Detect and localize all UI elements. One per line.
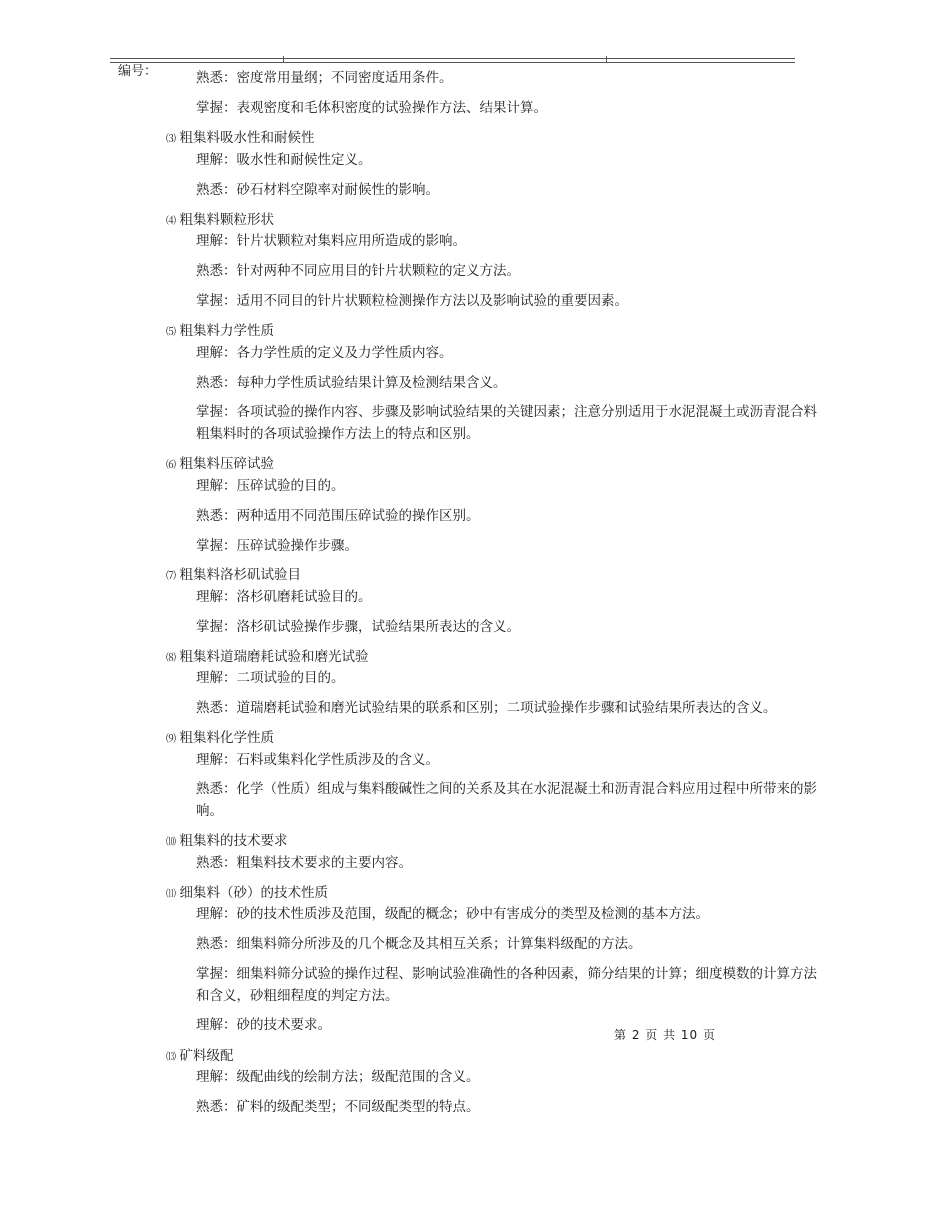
text-line: 理解：砂的技术要求。 [196, 1017, 331, 1033]
section-title: 细集料（砂）的技术性质 [179, 885, 328, 901]
text-line: 熟悉：细集料筛分所涉及的几个概念及其相互关系；计算集料级配的方法。 [196, 936, 642, 952]
text-line: 理解：吸水性和耐候性定义。 [196, 152, 372, 168]
text-line: 熟悉：密度常用量纲；不同密度适用条件。 [196, 70, 453, 86]
text-line: 熟悉：每种力学性质试验结果计算及检测结果含义。 [196, 375, 507, 391]
text-line: 熟悉：矿料的级配类型；不同级配类型的特点。 [196, 1099, 480, 1115]
text-paragraph: 熟悉：化学（性质）组成与集料酸碱性之间的关系及其在水泥混凝土和沥青混合料应用过程中所带来的影响。 [196, 781, 817, 819]
text-line: 掌握：压碎试验操作步骤。 [196, 538, 358, 554]
section-number: ⒀ [166, 1052, 176, 1063]
text-line: 理解：洛杉矶磨耗试验目的。 [196, 589, 372, 605]
text-line: 熟悉：砂石材料空隙率对耐候性的影响。 [196, 182, 439, 198]
text-line: 熟悉：两种适用不同范围压碎试验的操作区别。 [196, 508, 480, 524]
section-number: ⑷ [166, 216, 176, 227]
text-line: 掌握：适用不同目的针片状颗粒检测操作方法以及影响试验的重要因素。 [196, 293, 628, 309]
page-number: 第 2 页 共 10 页 [614, 1028, 716, 1042]
section-number: ⑸ [166, 327, 176, 338]
text-line: 熟悉：针对两种不同应用目的针片状颗粒的定义方法。 [196, 263, 520, 279]
header-rule-tick [283, 56, 284, 62]
section-title: 粗集料颗粒形状 [179, 212, 274, 228]
text-line: 熟悉：道瑞磨耗试验和磨光试验结果的联系和区别；二项试验操作步骤和试验结果所表达的含义。 [196, 700, 777, 716]
section-number: ⑾ [166, 889, 176, 900]
section-number: ⑶ [166, 134, 176, 145]
section-heading [166, 727, 274, 751]
text-line: 掌握：表观密度和毛体积密度的试验操作方法、结果计算。 [196, 100, 547, 116]
section-title: 粗集料化学性质 [179, 730, 274, 746]
text-line: 熟悉：粗集料技术要求的主要内容。 [196, 855, 412, 871]
text-line: 理解：级配曲线的绘制方法；级配范围的含义。 [196, 1069, 480, 1085]
text-paragraph: 掌握：各项试验的操作内容、步骤及影响试验结果的关键因素；注意分别适用于水泥混凝土或沥青混合料粗集料时的各项试验操作方法上的特点和区别。 [196, 404, 817, 442]
section-heading [166, 320, 274, 344]
header-rule-tick [606, 56, 607, 62]
text-line: 理解：二项试验的目的。 [196, 670, 345, 686]
text-paragraph: 掌握：细集料筛分试验的操作过程、影响试验准确性的各种因素，筛分结果的计算；细度模数的计算方法和含义，砂粗细程度的判定方法。 [196, 966, 817, 1004]
section-title: 粗集料的技术要求 [179, 833, 288, 849]
text-line: 理解：压碎试验的目的。 [196, 478, 345, 494]
section-heading [166, 127, 315, 151]
section-title: 粗集料道瑞磨耗试验和磨光试验 [179, 649, 369, 665]
section-number: ⑽ [166, 837, 176, 848]
header-rule [110, 58, 795, 63]
text-line: 理解：针片状颗粒对集料应用所造成的影响。 [196, 233, 466, 249]
section-number: ⑼ [166, 734, 176, 745]
section-title: 粗集料吸水性和耐候性 [179, 130, 315, 146]
section-heading [166, 830, 288, 854]
text-line: 理解：石料或集料化学性质涉及的含义。 [196, 752, 439, 768]
text-line: 掌握：洛杉矶试验操作步骤，试验结果所表达的含义。 [196, 619, 520, 635]
doc-number-label: 编号： [118, 64, 158, 79]
section-title: 粗集料洛杉矶试验目 [179, 567, 301, 583]
section-title: 粗集料压碎试验 [179, 456, 274, 472]
section-number: ⑹ [166, 460, 176, 471]
section-heading [166, 453, 274, 477]
text-line: 理解：砂的技术性质涉及范围，级配的概念；砂中有害成分的类型及检测的基本方法。 [196, 906, 709, 922]
section-heading [166, 564, 301, 588]
section-title: 粗集料力学性质 [179, 323, 274, 339]
text-line: 理解：各力学性质的定义及力学性质内容。 [196, 345, 453, 361]
section-number: ⑺ [166, 571, 176, 582]
section-title: 矿料级配 [179, 1048, 234, 1064]
section-number: ⑻ [166, 653, 176, 664]
